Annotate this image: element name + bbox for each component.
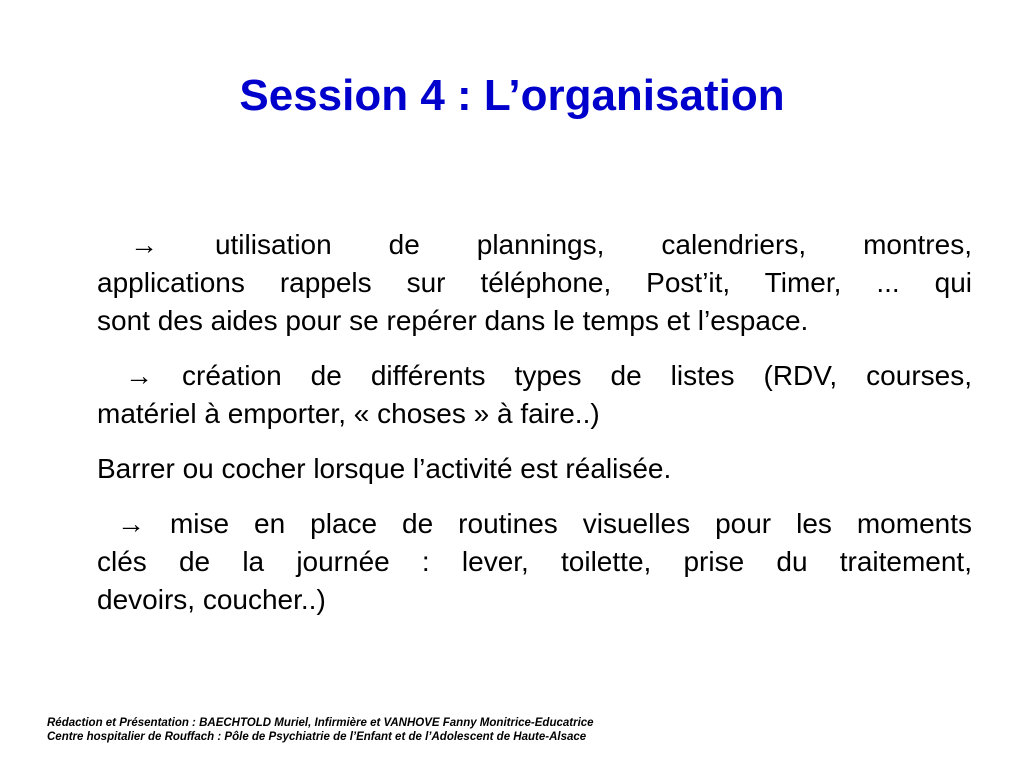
slide-title: Session 4 : L’organisation (239, 71, 785, 120)
paragraph-line: → utilisation de plannings, calendriers, montres, (130, 229, 972, 260)
paragraph-line: applications rappels sur téléphone, Post’it, Timer, ... qui (97, 267, 972, 298)
paragraph-planning-tools (97, 226, 972, 340)
paragraph-line: devoirs, coucher..) (97, 584, 326, 615)
paragraph-line: → mise en place de routines visuelles pour les moments (117, 508, 972, 539)
slide-footer (47, 716, 594, 744)
paragraph-check-off (97, 450, 972, 488)
slide-body (97, 226, 972, 619)
paragraph-line: clés de la journée : lever, toilette, prise du traitement, (97, 546, 972, 577)
paragraph-lists (97, 357, 972, 433)
footer-institution: Centre hospitalier de Rouffach : Pôle de Psychiatrie de l’Enfant et de l’Adolescent de Haute-Alsace (47, 731, 587, 743)
paragraph-line: → création de différents types de listes (RDV, courses, (125, 360, 972, 391)
footer-credits: Rédaction et Présentation : BAECHTOLD Muriel, Infirmière et VANHOVE Fanny Monitrice-Educatrice (47, 717, 594, 729)
paragraph-line: sont des aides pour se repérer dans le temps et l’espace. (97, 305, 809, 336)
paragraph-visual-routines (97, 505, 972, 619)
paragraph-line: Barrer ou cocher lorsque l’activité est réalisée. (97, 453, 672, 484)
paragraph-line: matériel à emporter, « choses » à faire..) (97, 398, 600, 429)
